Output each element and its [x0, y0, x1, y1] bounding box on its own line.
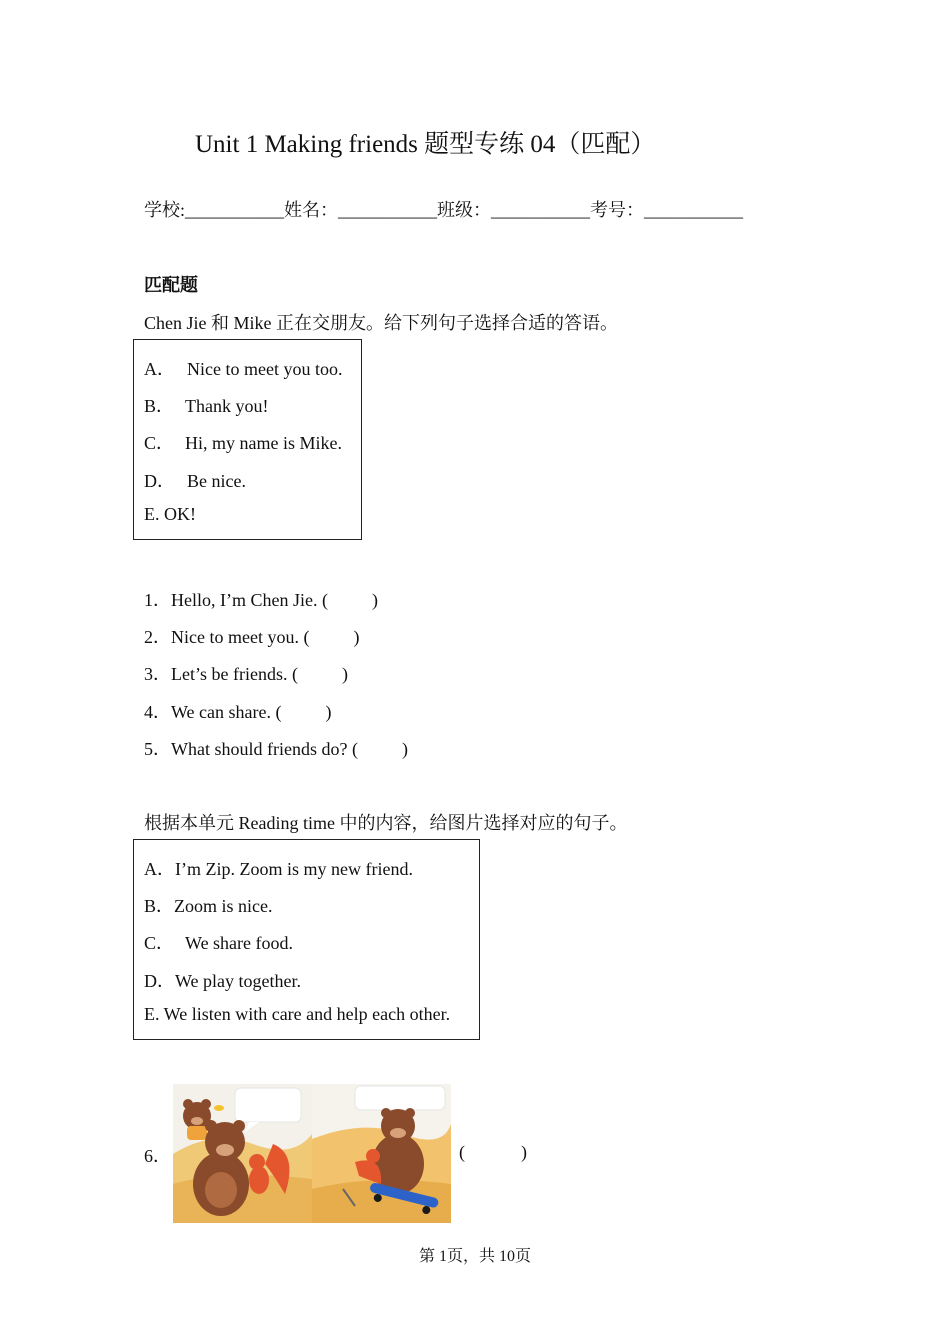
option-c: C． Hi, my name is Mike.: [144, 433, 342, 453]
option-d: D． Be nice.: [144, 471, 246, 491]
option-c: C． We share food.: [144, 933, 294, 953]
page-title: Unit 1 Making friends 题型专练 04（匹配）: [195, 131, 656, 158]
section2-instruction: 根据本单元 Reading time 中的内容，给图片选择对应的句子。: [144, 813, 628, 833]
question-3: 3．Let’s be friends. ( ): [144, 664, 348, 684]
exam-no-label: 考号：: [590, 200, 645, 220]
section1-instruction: Chen Jie 和 Mike 正在交朋友。给下列句子选择合适的答语。: [144, 313, 618, 333]
option-d: D．We play together.: [144, 971, 302, 991]
question-1: 1．Hello, I’m Chen Jie. ( ): [144, 590, 378, 610]
option-a: A． Nice to meet you too.: [144, 359, 343, 379]
page-footer: 第 1页，共 10页: [418, 1248, 531, 1265]
option-e: E. We listen with care and help each other.: [144, 1004, 451, 1024]
school-label: 学校:: [144, 200, 186, 220]
question-4: 4．We can share. ( ): [144, 702, 332, 722]
school-blank: ___________: [185, 200, 285, 220]
illustration-svg: [173, 1084, 451, 1223]
section-heading: 匹配题: [144, 275, 198, 296]
answer-paren-6: ( ): [459, 1142, 527, 1162]
bear-squirrel-illustration: [173, 1084, 451, 1223]
class-label: 班级：: [437, 200, 492, 220]
class-blank: ___________: [491, 200, 591, 220]
question-2: 2．Nice to meet you. ( ): [144, 627, 360, 647]
question-5: 5．What should friends do? ( ): [144, 739, 408, 759]
option-a: A．I’m Zip. Zoom is my new friend.: [144, 859, 413, 879]
options-box-2: [133, 839, 480, 1040]
option-b: B．Zoom is nice.: [144, 896, 273, 916]
name-label: 姓名：: [284, 200, 339, 220]
question-6-number: 6．: [144, 1146, 171, 1166]
exam-no-blank: ___________: [644, 200, 744, 220]
student-info-line: [144, 196, 743, 222]
options-box-1: [133, 339, 362, 540]
option-b: B． Thank you!: [144, 396, 269, 416]
option-e: E. OK!: [144, 504, 196, 524]
name-blank: ___________: [338, 200, 438, 220]
